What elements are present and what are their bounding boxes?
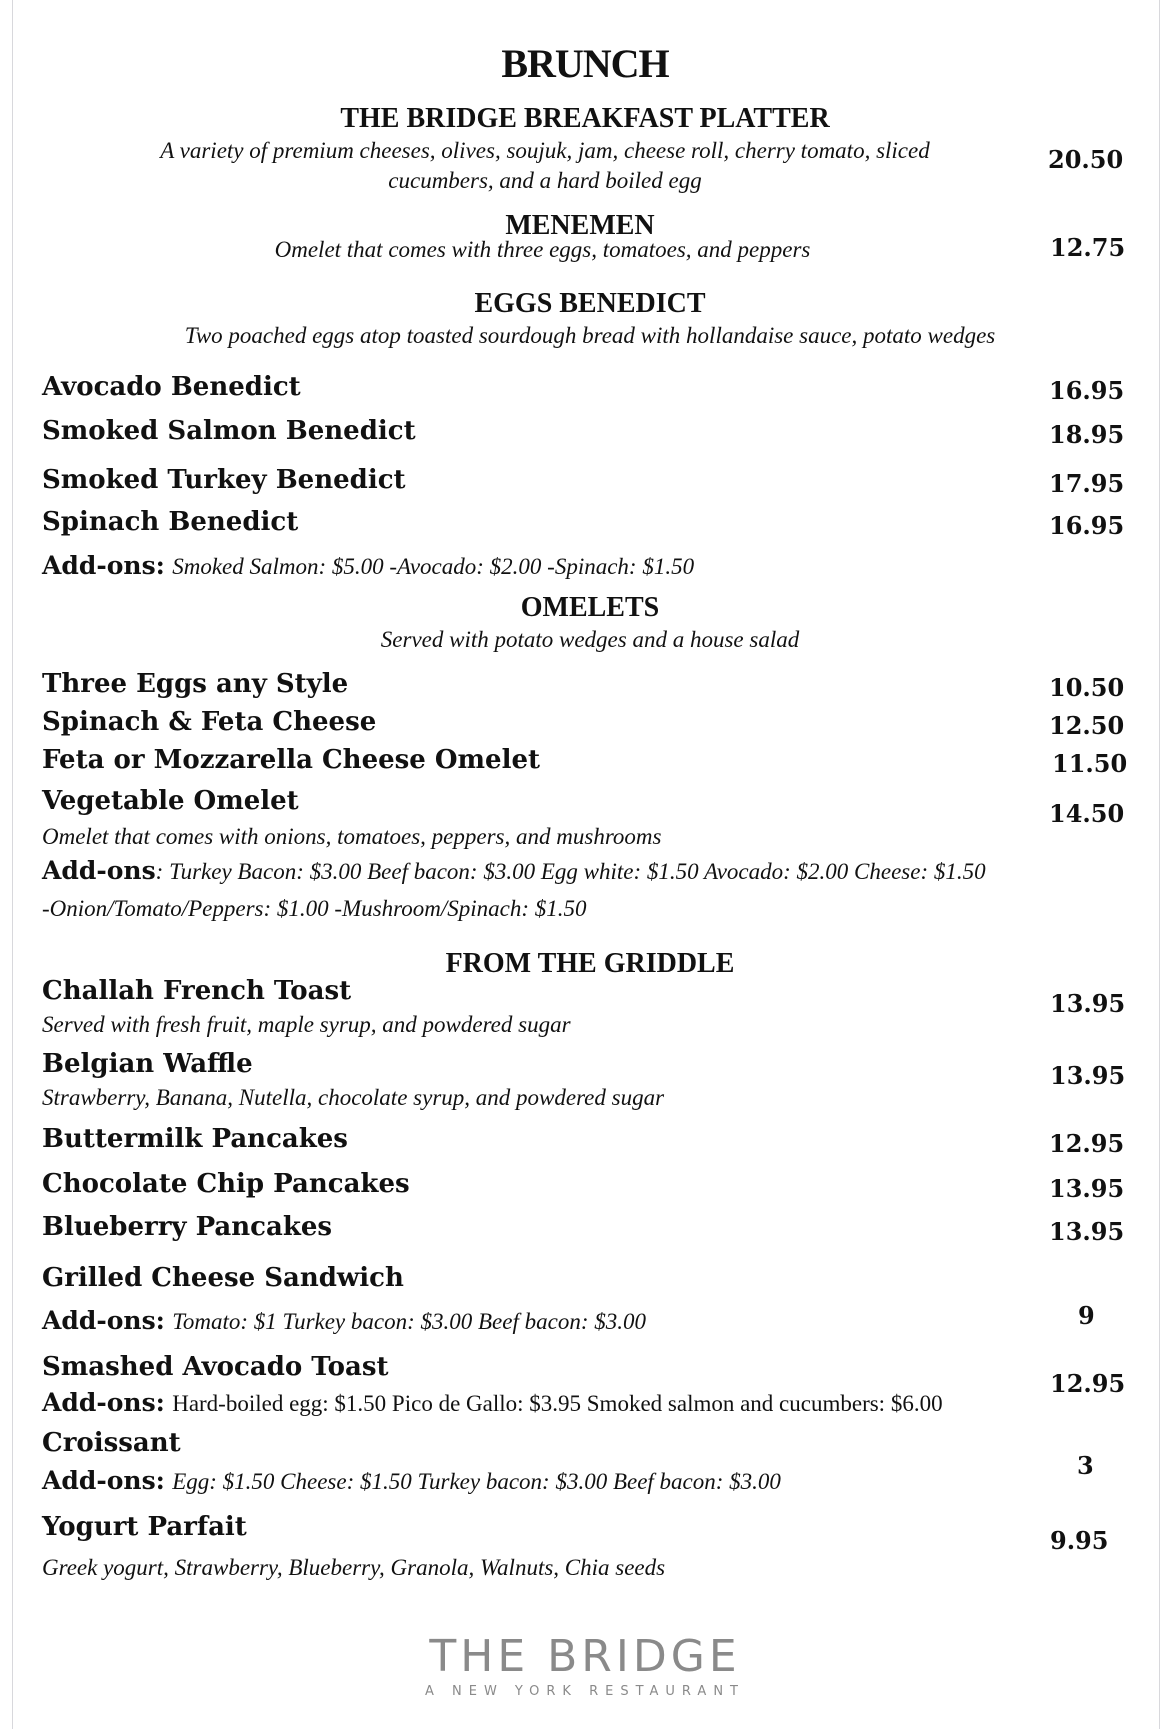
griddle-item-price: 13.95 xyxy=(1049,1174,1125,1203)
menemen-description: Omelet that comes with three eggs, tomatoes, and peppers xyxy=(274,237,811,262)
griddle-item-price: 13.95 xyxy=(1049,1217,1125,1246)
griddle-item-name: Yogurt Parfait xyxy=(42,1512,247,1542)
griddle-item-price: 13.95 xyxy=(1050,989,1126,1018)
addons-text: Tomato: $1 Turkey bacon: $3.00 Beef bacon: $3.00 xyxy=(172,1309,646,1334)
addons-label: Add-ons: xyxy=(42,551,165,580)
platter-price: 20.50 xyxy=(1048,145,1124,174)
griddle-heading: FROM THE GRIDDLE xyxy=(445,948,735,979)
omelet-item-description: Omelet that comes with onions, tomatoes, peppers, and mushrooms xyxy=(42,824,662,849)
addons-text: Egg: $1.50 Cheese: $1.50 Turkey bacon: $3.00 Beef bacon: $3.00 xyxy=(172,1469,781,1494)
addons-label: Add-ons: xyxy=(42,1466,165,1495)
benedict-item-price: 17.95 xyxy=(1049,469,1125,498)
avocado-toast-addons xyxy=(42,1388,943,1417)
addons-label: Add-ons: xyxy=(42,1388,165,1417)
addons-text: : Turkey Bacon: $3.00 Beef bacon: $3.00 Egg white: $1.50 Avocado: $2.00 Cheese: $1.50 xyxy=(155,859,986,884)
logo-tagline: A NEW YORK RESTAURANT xyxy=(424,1684,745,1699)
omelet-item-price: 10.50 xyxy=(1049,673,1125,702)
addons-label: Add-ons xyxy=(42,856,156,885)
griddle-item-price: 9.95 xyxy=(1050,1526,1109,1555)
griddle-item-description: Strawberry, Banana, Nutella, chocolate syrup, and powdered sugar xyxy=(42,1085,665,1110)
logo-wordmark: THE BRIDGE xyxy=(429,1631,741,1682)
omelets-addons xyxy=(42,856,986,885)
griddle-item-name: Grilled Cheese Sandwich xyxy=(42,1263,404,1293)
omelets-addons-line2 xyxy=(42,896,587,922)
restaurant-logo xyxy=(0,1631,1170,1699)
menemen-heading: MENEMEN xyxy=(505,210,655,241)
griddle-item-name: Blueberry Pancakes xyxy=(42,1212,333,1242)
benedict-heading: EGGS BENEDICT xyxy=(474,288,706,319)
griddle-item-name: Belgian Waffle xyxy=(42,1049,253,1079)
griddle-item-name: Buttermilk Pancakes xyxy=(42,1124,348,1154)
griddle-item-price: 9 xyxy=(1078,1301,1095,1330)
omelets-heading: OMELETS xyxy=(520,592,660,623)
grilled-cheese-addons xyxy=(42,1306,646,1335)
benedict-item-price: 16.95 xyxy=(1049,376,1125,405)
omelet-item-price: 11.50 xyxy=(1052,749,1128,778)
addons-text: Hard-boiled egg: $1.50 Pico de Gallo: $3.95 Smoked salmon and cucumbers: $6.00 xyxy=(172,1391,943,1416)
griddle-item-description: Greek yogurt, Strawberry, Blueberry, Granola, Walnuts, Chia seeds xyxy=(42,1555,666,1580)
platter-heading: THE BRIDGE BREAKFAST PLATTER xyxy=(340,103,830,134)
benedict-item-name: Spinach Benedict xyxy=(42,507,299,537)
benedict-item-name: Smoked Turkey Benedict xyxy=(42,465,406,495)
menemen-price: 12.75 xyxy=(1050,233,1126,262)
benedict-addons xyxy=(42,551,694,580)
addons-text: -Onion/Tomato/Peppers: $1.00 -Mushroom/Spinach: $1.50 xyxy=(42,896,587,921)
omelet-item-name: Vegetable Omelet xyxy=(42,786,299,816)
croissant-addons xyxy=(42,1466,781,1495)
omelets-description: Served with potato wedges and a house salad xyxy=(380,627,800,652)
griddle-item-price: 12.95 xyxy=(1049,1129,1125,1158)
griddle-item-price: 12.95 xyxy=(1050,1369,1126,1398)
benedict-item-name: Avocado Benedict xyxy=(42,372,301,402)
benedict-description: Two poached eggs atop toasted sourdough bread with hollandaise sauce, potato wedges xyxy=(184,323,996,348)
addons-text: Smoked Salmon: $5.00 -Avocado: $2.00 -Spinach: $1.50 xyxy=(172,554,695,579)
griddle-item-name: Chocolate Chip Pancakes xyxy=(42,1169,410,1199)
omelet-item-name: Three Eggs any Style xyxy=(42,669,349,699)
benedict-item-name: Smoked Salmon Benedict xyxy=(42,416,416,446)
griddle-item-price: 13.95 xyxy=(1050,1061,1126,1090)
griddle-item-description: Served with fresh fruit, maple syrup, and powdered sugar xyxy=(42,1012,571,1037)
griddle-item-name: Challah French Toast xyxy=(42,976,352,1006)
platter-description-line2: cucumbers, and a hard boiled egg xyxy=(388,168,702,193)
benedict-item-price: 16.95 xyxy=(1049,511,1125,540)
addons-label: Add-ons: xyxy=(42,1306,165,1335)
omelet-item-price: 14.50 xyxy=(1049,799,1125,828)
griddle-item-name: Croissant xyxy=(42,1428,181,1458)
menu-title: BRUNCH xyxy=(501,41,669,86)
griddle-item-name: Smashed Avocado Toast xyxy=(42,1352,389,1382)
omelet-item-name: Feta or Mozzarella Cheese Omelet xyxy=(42,745,541,775)
omelet-item-price: 12.50 xyxy=(1049,711,1125,740)
omelet-item-name: Spinach & Feta Cheese xyxy=(42,707,377,737)
benedict-item-price: 18.95 xyxy=(1049,420,1125,449)
griddle-item-price: 3 xyxy=(1077,1451,1094,1480)
platter-description-line1: A variety of premium cheeses, olives, soujuk, jam, cheese roll, cherry tomato, sliced xyxy=(160,138,930,163)
